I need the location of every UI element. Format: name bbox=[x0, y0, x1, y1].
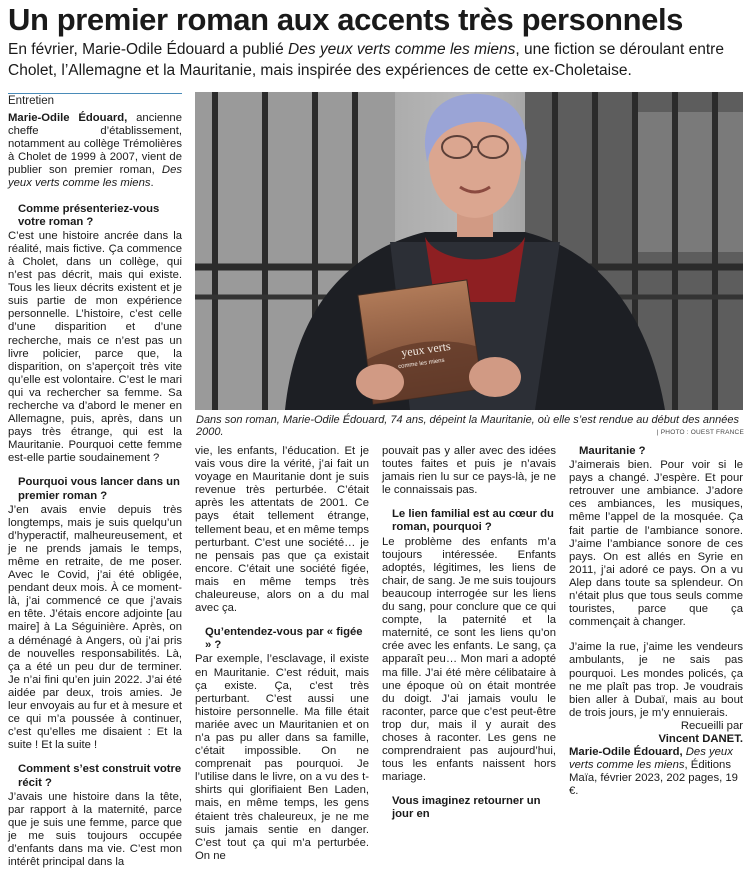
section-rubric: Entretien bbox=[8, 93, 182, 109]
photo-credit: | PHOTO : OUEST FRANCE bbox=[656, 429, 744, 436]
book-title: Des yeux verts comme les miens bbox=[569, 746, 733, 772]
standfirst-after: , une fiction se déroulant entre Cholet, l’Allemagne et la Mauritanie, mais inspirée des expériences de cette ex-Choletaise. bbox=[8, 41, 724, 79]
column-4 bbox=[569, 445, 743, 798]
question-1: Comme présenteriez-vous votre roman ? bbox=[18, 202, 160, 228]
question-3: Comment s’est construit votre récit ? bbox=[18, 763, 182, 789]
book-reference bbox=[569, 746, 743, 798]
answer-2: J’en avais envie depuis très longtemps, mais je suis quelqu’un d’hyperactif, malheureusement, et je ne prends jamais le temps, même en retraite, de me poser. Avec le Covid, j’ai été obligée, pendant deux mois. À ce moment-là, j’ai commencé ce que j’avais en tête. J’étais encore adjointe [au maire] à La Séguinière. Après, on a déménagé à Angers, où j’ai pris de nouvelles responsabilités. Là, ça a été un peu dur de terminer. Je n’ai fini qu’en juin 2022. J’ai été aidée par deux, trois amies. Je leur envoyais au fur et à mesure et ce qui m’a poussée à continuer, c’est qu’elles me disaient : Et la suite ! Et la suite ! bbox=[8, 503, 182, 752]
question-6-continued: Mauritanie ? bbox=[579, 445, 646, 457]
byline-intro: Recueilli par bbox=[680, 719, 743, 732]
column-1 bbox=[8, 112, 182, 869]
intro-end: . bbox=[150, 177, 154, 190]
book-cover-title: yeux verts bbox=[400, 338, 452, 360]
question-2: Pourquoi vous lancer dans un premier roman ? bbox=[18, 476, 180, 502]
standfirst-book-title: Des yeux verts comme les miens bbox=[288, 41, 516, 58]
answer-6: J’aimerais bien. Pour voir si le pays a changé. J’espère. Et pour retrouver une ambiance. J’adore ces ambiances, les musiques, même l’appel de la mosquée. Ça fait partie de l’ambiance sonore. J’aime l’ambiance sonore de ces pays. On est allés en Syrie en 2011, j’ai adoré ce pays. On a vu Alep dans toute sa splendeur. On n’était plus que tous seuls comme touristes, parce que ça commençait à changer. bbox=[569, 459, 743, 629]
standfirst-before: En février, Marie-Odile Édouard a publié bbox=[8, 41, 289, 58]
byline-author: Vincent DANET. bbox=[658, 732, 743, 745]
book-details: , Éditions Maïa, février 2023, 202 pages, 19 €. bbox=[569, 759, 738, 798]
photo-caption: Dans son roman, Marie-Odile Édouard, 74 ans, dépeint la Mauritanie, où elle s’est rendue au début des années 2000. bbox=[196, 414, 740, 438]
intro-name: Marie-Odile Édouard, bbox=[8, 112, 128, 124]
answer-1: C’est une histoire ancrée dans la réalité, mais fictive. Ça commence à Cholet, dans un collège, qui n’est pas décrit, mais qui existe. Tous les lieux décrits existent et je suis partie de mon expérience personnelle. L’histoire, c’est celle d’une disparition et d’une recherche, mais ce n’est pas un livre policier, parce que, la disparition, on s’aperçoit très vite qu’elle est volontaire. C’est le mari qui va rechercher sa femme. Sa recherche va d’abord le mener en Allemagne, puis, après, dans un pays très étrange, qui est la Mauritanie. Pourquoi cette femme est-elle partie soudainement ? bbox=[8, 229, 182, 465]
answer-3-continued: vie, les enfants, l’éducation. Et je vais vous dire la vérité, j’ai fait un voyage en Mauritanie dont je suis revenue très perturbée. C’était après les attentats de 2001. Ce pays était tellement étrange, tellement beau, et en même temps perturbant. C’est une société… je ne pensais pas que ça existait encore. C’était une société figée, mais en même temps très chaleureuse, alors on a du mal avec ça. bbox=[195, 445, 369, 615]
intro-text: ancienne cheffe d’établissement, notamment au collège Trémolières à Cholet de 1999 à 2007, vient de publier son premier roman, bbox=[8, 112, 182, 177]
book-cover-subtitle: comme les miens bbox=[397, 357, 445, 371]
answer-6-continued: J’aime la rue, j’aime les vendeurs ambulants, je ne sais pas pourquoi. Les mondes policés, ça ne me plaît pas trop. Je voudrais bien aller à Dubaï, mais au bout de trois jours, je m’y ennuierais. bbox=[569, 641, 743, 719]
column-3 bbox=[382, 445, 556, 823]
standfirst bbox=[8, 40, 746, 81]
intro-paragraph bbox=[8, 112, 182, 191]
portrait-photo bbox=[195, 92, 743, 410]
answer-4-continued: pouvait pas y aller avec des idées toutes faites et puis je n’avais jamais rien lu sur ce pays-là, je ne le connaissais pas. bbox=[382, 445, 556, 497]
answer-4: Par exemple, l’esclavage, il existe en Mauritanie. C’est réduit, mais ça existe. Ça, c’est très perturbant. C’est aussi une histoire personnelle. Ma fille était mariée avec un Mauritanien et on n’a pas pu aller dans sa famille, c’était impossible. On ne comprenait pas pourquoi. Je l’utilise dans le livre, on a vu des t-shirts qui glorifiaient Ben Laden, mais, en même temps, les gens étaient très chaleureux, je ne me suis jamais sentie en danger. C’est tout ça qui m’a perturbée. On ne bbox=[195, 653, 369, 862]
answer-3: J’avais une histoire dans la tête, par rapport à la maternité, parce que je suis une femme, parce que je me suis toujours occupée d’enfants dans ma vie. C’est mon intérêt principal dans la bbox=[8, 790, 182, 869]
intro-book-title: Des yeux verts comme les miens bbox=[8, 164, 182, 190]
question-4: Qu’entendez-vous par « figée » ? bbox=[205, 626, 363, 652]
book-author: Marie-Odile Édouard, bbox=[569, 746, 683, 759]
question-6: Vous imaginez retourner un jour en bbox=[392, 795, 541, 821]
portrait-illustration bbox=[195, 92, 743, 410]
headline: Un premier roman aux accents très personnels bbox=[8, 2, 683, 37]
answer-5: Le problème des enfants m’a toujours intéressée. Enfants adoptés, légitimes, les liens de chair, de sang. Je me suis toujours beaucoup interrogée sur les liens du sang, pour conclure que ce qui compte, la paternité et la maternité, ce sont les liens qu’on crée avec les enfants. Le sang, ça apparaît peu… Mon mari a adopté ma fille. J’ai été mère célibataire à une époque où on était montrée du doigt. J’ai jamais voulu le raconter, parce que c’est peut-être trop dur, mais il y aurait des choses à raconter. Les gens ne comprendraient pas aujourd’hui, tous les enfants naissent hors mariage. bbox=[382, 535, 556, 784]
column-2 bbox=[195, 445, 369, 863]
question-5: Le lien familial est au cœur du roman, pourquoi ? bbox=[392, 508, 554, 534]
